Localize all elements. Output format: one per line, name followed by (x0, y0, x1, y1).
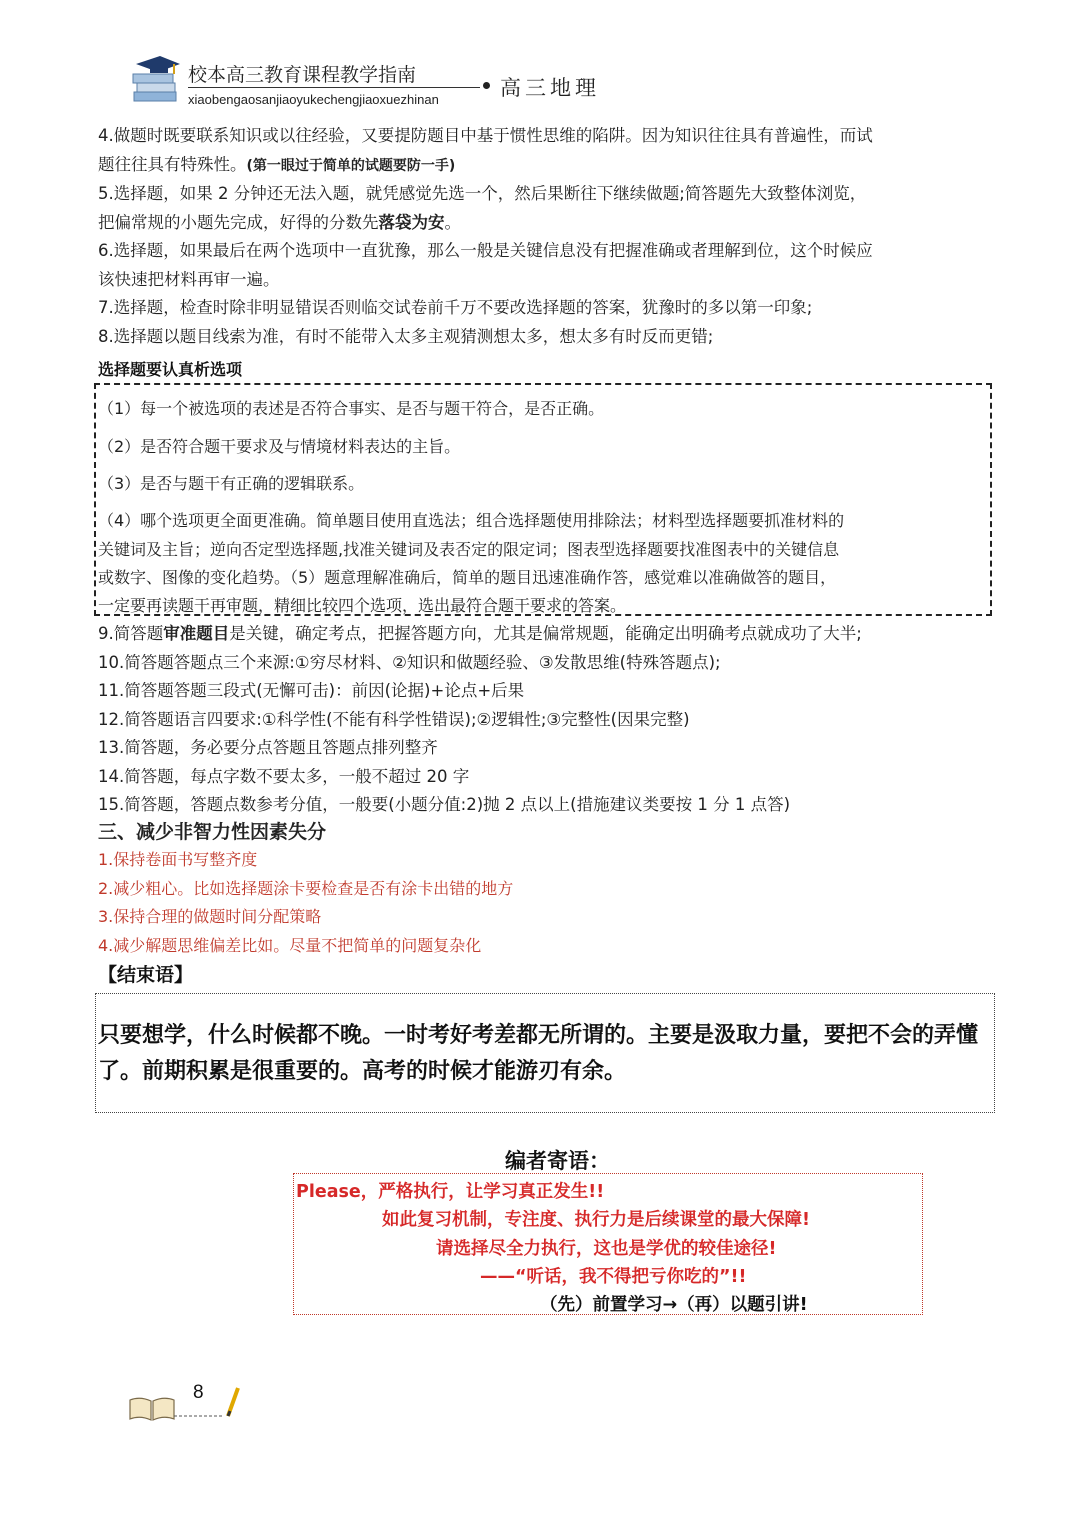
editor-line: 请选择尽全力执行，这也是学优的较佳途径! (436, 1239, 777, 1259)
tip-line: 5.选择题，如果 2 分钟还无法入题，就凭感觉先选一个，然后果断往下继续做题;简答题先大致整体浏览， (98, 184, 867, 203)
editor-line: 如此复习机制，专注度、执行力是后续课堂的最大保障! (382, 1210, 810, 1230)
tip-line: 8.选择题以题目线索为准，有时不能带入太多主观猜测想太多，想太多有时反而更错; (98, 326, 714, 346)
conclusion-label: 【结束语】 (98, 964, 194, 986)
choice-option: （2）是否符合题干要求及与情境材料表达的主旨。 (98, 437, 461, 456)
section-3-title: 三、减少非智力性因素失分 (98, 821, 327, 843)
tip-note: (第一眼过于简单的试题要防一手) (246, 157, 456, 174)
tip-line: 13.简答题，务必要分点答题且答题点排列整齐 (98, 738, 438, 757)
conclusion-text: 只要想学，什么时候都不晚。一时考好考差都无所谓的。主要是汲取力量，要把不会的弄懂了。前期积累是很重要的。高考的时候才能游刃有余。 (98, 1023, 979, 1084)
editor-line: Please，严格执行，让学习真正发生!! (296, 1182, 605, 1202)
tip-line: 把偏常规的小题先完成，好得的分数先落袋为安。 (98, 212, 461, 232)
tip-line: 题往往具有特殊性。(第一眼过于简单的试题要防一手) (98, 154, 456, 174)
tip-emphasis: 落袋为安 (378, 212, 445, 232)
choice-option: 关键词及主旨；逆向否定型选择题,找准关键词及表否定的限定词；图表型选择题要找准图表中的关键信息 (98, 540, 840, 559)
editor-line: ——“听话，我不得把亏你吃的”!! (480, 1267, 747, 1287)
header-dot (483, 82, 490, 89)
section-3-item: 1.保持卷面书写整齐度 (98, 850, 258, 869)
pencil-icon (172, 1384, 242, 1420)
header-subject: 高三地理 (500, 76, 600, 100)
choice-option: 或数字、图像的变化趋势。（5）题意理解准确后，简单的题目迅速准确作答，感觉难以准确做答的题目， (98, 568, 837, 587)
open-book-icon (128, 1394, 176, 1424)
choice-option: （3）是否与题干有正确的逻辑联系。 (98, 474, 365, 493)
header-title: 校本高三教育课程教学指南 (188, 64, 417, 86)
tip-line: 9.简答题审准题目是关键，确定考点，把握答题方向，尤其是偏常规题，能确定出明确考点就成功了大半; (98, 624, 862, 643)
tip-line: 4.做题时既要联系知识或以往经验，又要提防题目中基于惯性思维的陷阱。因为知识往往具有普遍性，而试 (98, 126, 873, 145)
editor-label: 编者寄语： (505, 1149, 610, 1173)
section-3-item: 3.保持合理的做题时间分配策略 (98, 907, 322, 926)
page-header (128, 52, 648, 112)
page-number-area (128, 1380, 248, 1430)
tip-line: 10.简答题答题点三个来源:①穷尽材料、②知识和做题经验、③发散思维(特殊答题点); (98, 652, 721, 672)
section-3-list (98, 846, 513, 960)
tip-line: 11.简答题答题三段式(无懈可击)：前因(论据)+论点+后果 (98, 681, 525, 700)
editor-line: （先）前置学习→（再）以题引讲! (540, 1295, 808, 1315)
tip-line: 15.简答题，答题点数参考分值，一般要(小题分值:2)抛 2 点以上(措施建议类要按 1 分 1 点答) (98, 795, 791, 814)
tip-line: 7.选择题，检查时除非明显错误否则临交试卷前千万不要改选择题的答案，犹豫时的多以第一印象; (98, 298, 813, 317)
tips-list-1 (98, 122, 988, 351)
tip-line: 该快速把材料再审一遍。 (98, 269, 280, 289)
choice-option: （1）每一个被选项的表述是否符合事实、是否与题干符合，是否正确。 (98, 399, 605, 418)
tips-list-2 (98, 620, 862, 820)
tip-emphasis: 审准题目 (163, 624, 230, 643)
tip-line: 14.简答题，每点字数不要太多，一般不超过 20 字 (98, 766, 470, 786)
choice-option: 一定要再读题干再审题，精细比较四个选项，选出最符合题干要求的答案。 (98, 596, 627, 615)
section-3-item: 2.减少粗心。比如选择题涂卡要检查是否有涂卡出错的地方 (98, 878, 514, 898)
section-3-item: 4.减少解题思维偏差比如。尽量不把简单的问题复杂化 (98, 935, 482, 955)
tip-line: 6.选择题，如果最后在两个选项中一直犹豫，那么一般是关键信息没有把握准确或者理解到位，这个时候应 (98, 241, 873, 260)
header-pinyin: xiaobengaosanjiaoyukechengjiaoxuezhinan (188, 92, 439, 107)
header-divider (188, 87, 480, 88)
choice-option: （4）哪个选项更全面更准确。简单题目使用直选法；组合选择题使用排除法；材料型选择题要抓准材料的 (98, 511, 845, 530)
books-graduation-cap-icon (128, 52, 184, 108)
page-number: 8 (193, 1382, 204, 1403)
choice-section-title: 选择题要认真析选项 (98, 360, 243, 379)
tip-line: 12.简答题语言四要求:①科学性(不能有科学性错误);②逻辑性;③完整性(因果完整) (98, 709, 690, 729)
